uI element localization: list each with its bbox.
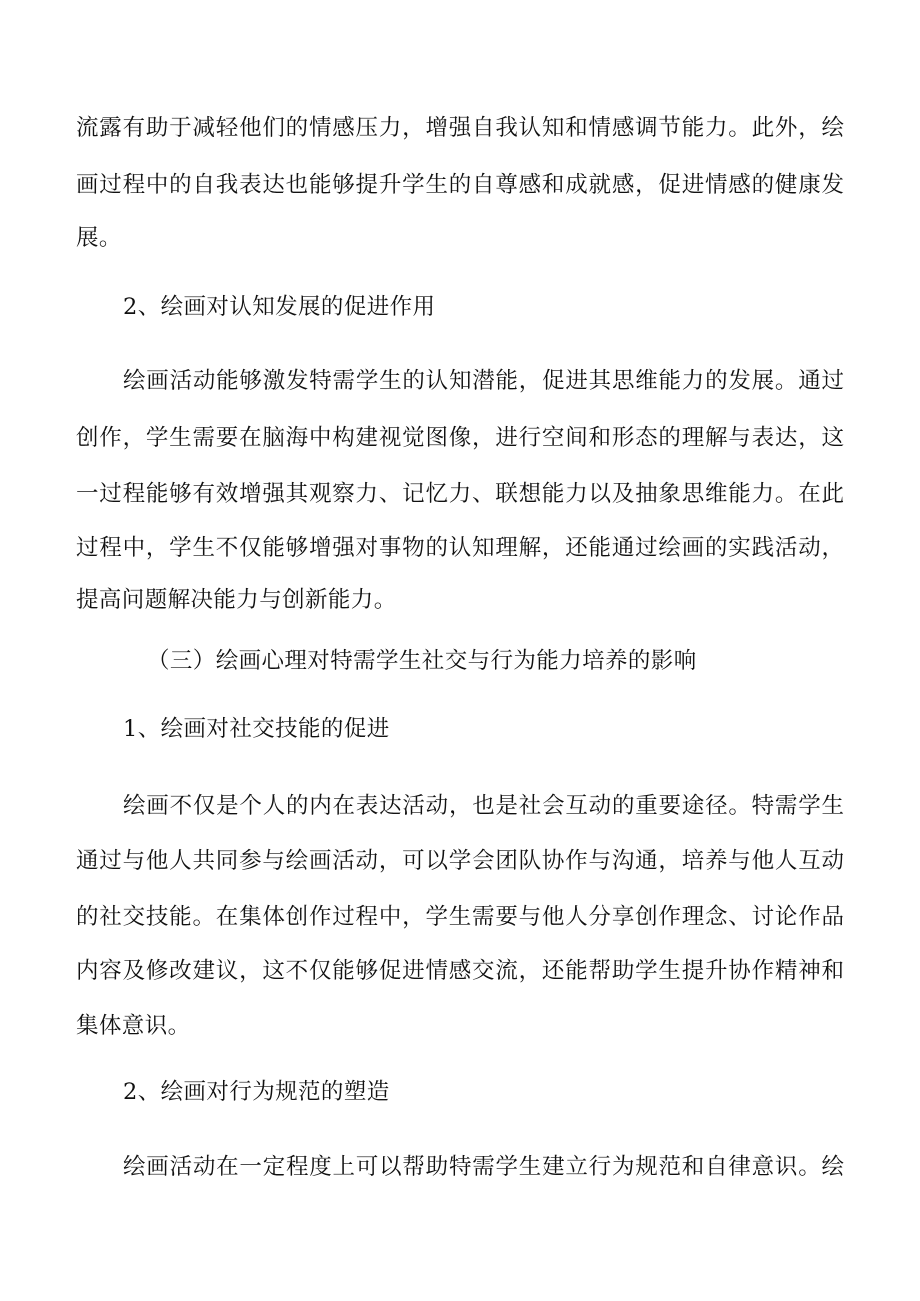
paragraph-line: 过程中，学生不仅能够增强对事物的认知理解，还能通过绘画的实践活动， xyxy=(76,535,844,561)
subheading: 1、绘画对社交技能的促进 xyxy=(123,716,390,742)
section-heading: （三）绘画心理对特需学生社交与行为能力培养的影响 xyxy=(147,648,697,674)
paragraph-line: 绘画不仅是个人的内在表达活动，也是社会互动的重要途径。特需学生 xyxy=(123,793,844,819)
paragraph-line: 创作，学生需要在脑海中构建视觉图像，进行空间和形态的理解与表达，这 xyxy=(76,425,844,451)
paragraph-line: 绘画活动能够激发特需学生的认知潜能，促进其思维能力的发展。通过 xyxy=(123,368,844,394)
paragraph-line: 的社交技能。在集体创作过程中，学生需要与他人分享创作理念、讨论作品 xyxy=(76,904,844,930)
subheading: 2、绘画对行为规范的塑造 xyxy=(123,1079,390,1105)
paragraph-line: 绘画活动在一定程度上可以帮助特需学生建立行为规范和自律意识。绘 xyxy=(123,1154,844,1180)
paragraph-line: 集体意识。 xyxy=(76,1013,191,1039)
paragraph-line: 画过程中的自我表达也能够提升学生的自尊感和成就感，促进情感的健康发 xyxy=(76,172,844,198)
paragraph-line: 提高问题解决能力与创新能力。 xyxy=(76,587,397,613)
paragraph-line: 流露有助于减轻他们的情感压力，增强自我认知和情感调节能力。此外，绘 xyxy=(76,115,844,141)
paragraph-line: 一过程能够有效增强其观察力、记忆力、联想能力以及抽象思维能力。在此 xyxy=(76,481,844,507)
paragraph-line: 展。 xyxy=(76,225,122,251)
subheading: 2、绘画对认知发展的促进作用 xyxy=(123,294,436,320)
paragraph-line: 内容及修改建议，这不仅能够促进情感交流，还能帮助学生提升协作精神和 xyxy=(76,958,844,984)
paragraph-line: 通过与他人共同参与绘画活动，可以学会团队协作与沟通，培养与他人互动 xyxy=(76,848,844,874)
